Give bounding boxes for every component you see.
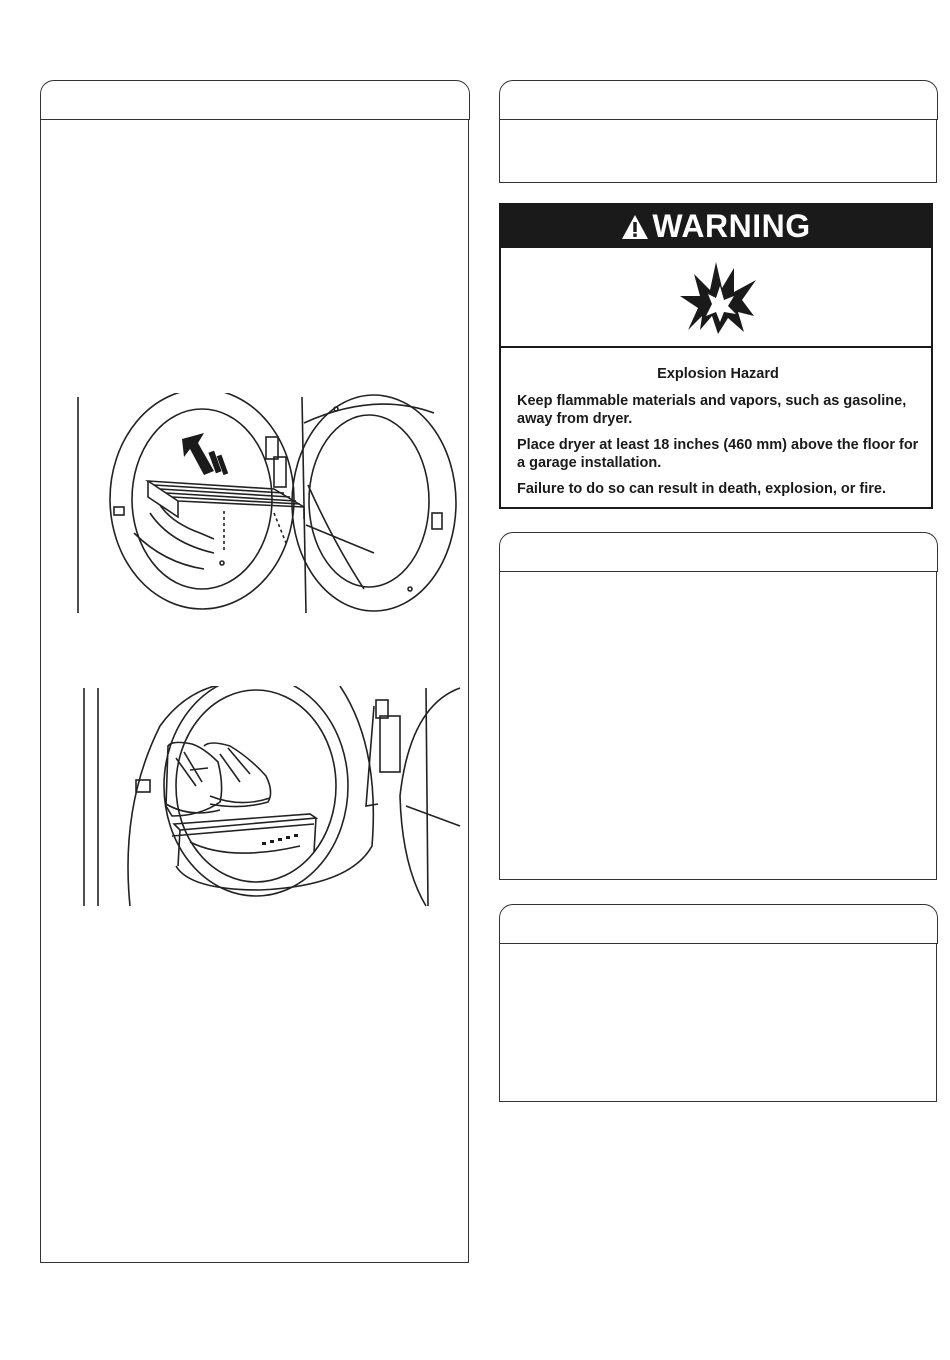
hazard-name: Explosion Hazard — [657, 366, 779, 382]
right-section-panel-3 — [499, 944, 937, 1102]
right-section-header-tab-3 — [499, 904, 938, 944]
right-section-panel-2 — [499, 572, 937, 880]
warning-line: Place dryer at least 18 inches (460 mm) above the floor for a garage installation. — [517, 437, 919, 471]
drying-rack-install-illustration — [74, 393, 466, 615]
right-section-header-tab-2 — [499, 532, 938, 572]
warning-symbol-area — [501, 248, 931, 348]
right-section-panel-1 — [499, 120, 937, 183]
warning-line: Failure to do so can result in death, explosion, or fire. — [517, 481, 887, 497]
warning-text — [517, 365, 919, 506]
warning-header — [501, 205, 931, 248]
warning-box — [499, 203, 933, 509]
explosion-icon — [678, 260, 758, 336]
warning-title: WARNING — [652, 208, 811, 244]
triangle-exclamation-icon — [621, 214, 649, 240]
warning-line: Keep flammable materials and vapors, such as gasoline, away from dryer. — [517, 393, 907, 427]
drying-rack-shoes-illustration — [80, 686, 462, 908]
left-section-header-tab — [40, 80, 470, 120]
right-section-header-tab-1 — [499, 80, 938, 120]
